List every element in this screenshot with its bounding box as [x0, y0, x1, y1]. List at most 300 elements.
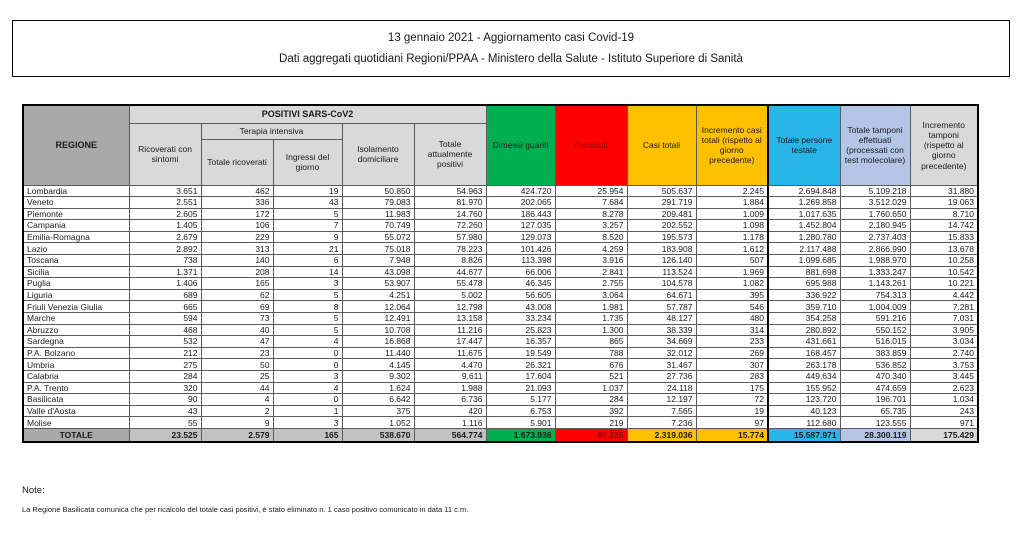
value-cell-terapia-totale-ricoverati: 229 — [201, 231, 273, 243]
value-cell-terapia-ingressi-giorno: 5 — [273, 289, 342, 301]
value-cell-ricoverati-con-sintomi: 2.679 — [129, 231, 201, 243]
value-cell-ricoverati-con-sintomi: 2.551 — [129, 197, 201, 209]
value-cell-totale-attualmente-positivi: 5.002 — [414, 289, 486, 301]
value-cell-dimessi-guariti: 46.345 — [486, 278, 555, 290]
value-cell-casi-totali: 57.787 — [627, 301, 696, 313]
value-cell-incremento-tamponi: 971 — [910, 417, 978, 429]
value-cell-casi-totali: 505.637 — [627, 185, 696, 197]
value-cell-totale-attualmente-positivi: 8.826 — [414, 255, 486, 267]
value-cell-incremento-casi-totali: 233 — [696, 336, 768, 348]
value-cell-terapia-ingressi-giorno: 5 — [273, 313, 342, 325]
value-cell-totale-persone-testate: 449.634 — [768, 371, 840, 383]
value-cell-terapia-ingressi-giorno: 5 — [273, 324, 342, 336]
value-cell-deceduti: 676 — [555, 359, 627, 371]
value-cell-casi-totali: 34.669 — [627, 336, 696, 348]
value-cell-ricoverati-con-sintomi: 689 — [129, 289, 201, 301]
value-cell-incremento-tamponi: 8.710 — [910, 208, 978, 220]
table-row — [23, 313, 978, 325]
value-cell-totale-tamponi-effettuati: 1.143.261 — [840, 278, 910, 290]
value-cell-totale-tamponi-effettuati: 1.333.247 — [840, 266, 910, 278]
header-incremento-tamponi: Incremento tamponi (rispetto al giorno precedente) — [910, 105, 978, 185]
value-cell-incremento-tamponi: 15.833 — [910, 231, 978, 243]
table-row — [23, 208, 978, 220]
value-cell-totale-persone-testate: 1.280.780 — [768, 231, 840, 243]
table-row — [23, 371, 978, 383]
value-cell-totale-persone-testate: 168.457 — [768, 347, 840, 359]
value-cell-deceduti: 2.755 — [555, 278, 627, 290]
value-cell-deceduti: 3.916 — [555, 255, 627, 267]
value-cell-totale-tamponi-effettuati: 1.004.009 — [840, 301, 910, 313]
value-cell-totale-persone-testate: 695.988 — [768, 278, 840, 290]
value-cell-ricoverati-con-sintomi: 43 — [129, 405, 201, 417]
value-cell-terapia-ingressi-giorno: 4 — [273, 382, 342, 394]
value-cell-totale-persone-testate: 1.452.804 — [768, 220, 840, 232]
table-row — [23, 405, 978, 417]
value-cell-terapia-totale-ricoverati: 2.579 — [201, 428, 273, 442]
value-cell-deceduti: 25.954 — [555, 185, 627, 197]
value-cell-incremento-casi-totali: 307 — [696, 359, 768, 371]
note-text: La Regione Basilicata comunica che per ricalcolo del totale casi positivi, è stato eliminato n. 1 caso positivo comunicato in data 11 c.m. — [22, 505, 469, 514]
value-cell-totale-tamponi-effettuati: 1.988.970 — [840, 255, 910, 267]
header-regione: REGIONE — [23, 105, 129, 185]
value-cell-casi-totali: 27.736 — [627, 371, 696, 383]
header-dimessi-guariti: Dimessi guariti — [486, 105, 555, 185]
value-cell-terapia-ingressi-giorno: 19 — [273, 185, 342, 197]
notes-label: Note: — [22, 485, 45, 496]
value-cell-totale-persone-testate: 336.922 — [768, 289, 840, 301]
value-cell-dimessi-guariti: 5.901 — [486, 417, 555, 429]
value-cell-dimessi-guariti: 424.720 — [486, 185, 555, 197]
value-cell-incremento-tamponi: 10.258 — [910, 255, 978, 267]
table-row — [23, 266, 978, 278]
value-cell-incremento-casi-totali: 507 — [696, 255, 768, 267]
value-cell-incremento-tamponi: 3.753 — [910, 359, 978, 371]
value-cell-isolamento-domiciliare: 55.072 — [342, 231, 414, 243]
value-cell-deceduti: 1.037 — [555, 382, 627, 394]
value-cell-totale-tamponi-effettuati: 550.152 — [840, 324, 910, 336]
header-terapia-totale: Totale ricoverati — [201, 139, 273, 185]
value-cell-terapia-totale-ricoverati: 25 — [201, 371, 273, 383]
value-cell-isolamento-domiciliare: 70.749 — [342, 220, 414, 232]
region-name: Sicilia — [23, 266, 129, 278]
value-cell-casi-totali: 32.012 — [627, 347, 696, 359]
table-row — [23, 359, 978, 371]
value-cell-deceduti: 284 — [555, 394, 627, 406]
value-cell-totale-attualmente-positivi: 6.736 — [414, 394, 486, 406]
value-cell-isolamento-domiciliare: 53.907 — [342, 278, 414, 290]
value-cell-incremento-tamponi: 7.031 — [910, 313, 978, 325]
region-name: Liguria — [23, 289, 129, 301]
header-terapia-ingressi: Ingressi del giorno — [273, 139, 342, 185]
value-cell-isolamento-domiciliare: 50.850 — [342, 185, 414, 197]
value-cell-incremento-casi-totali: 1.178 — [696, 231, 768, 243]
value-cell-incremento-casi-totali: 1.612 — [696, 243, 768, 255]
value-cell-totale-persone-testate: 280.892 — [768, 324, 840, 336]
value-cell-terapia-ingressi-giorno: 3 — [273, 371, 342, 383]
value-cell-totale-tamponi-effettuati: 28.300.119 — [840, 428, 910, 442]
value-cell-ricoverati-con-sintomi: 1.405 — [129, 220, 201, 232]
value-cell-incremento-casi-totali: 1.884 — [696, 197, 768, 209]
header-tamponi-effettuati: Totale tamponi effettuati (processati con test molecolare) — [840, 105, 910, 185]
region-name: Lombardia — [23, 185, 129, 197]
value-cell-incremento-tamponi: 4.442 — [910, 289, 978, 301]
value-cell-totale-persone-testate: 431.661 — [768, 336, 840, 348]
value-cell-totale-persone-testate: 881.698 — [768, 266, 840, 278]
value-cell-ricoverati-con-sintomi: 55 — [129, 417, 201, 429]
value-cell-ricoverati-con-sintomi: 1.406 — [129, 278, 201, 290]
value-cell-isolamento-domiciliare: 4.145 — [342, 359, 414, 371]
value-cell-totale-attualmente-positivi: 54.963 — [414, 185, 486, 197]
value-cell-terapia-totale-ricoverati: 165 — [201, 278, 273, 290]
value-cell-terapia-totale-ricoverati: 47 — [201, 336, 273, 348]
value-cell-deceduti: 392 — [555, 405, 627, 417]
value-cell-terapia-ingressi-giorno: 0 — [273, 394, 342, 406]
value-cell-dimessi-guariti: 113.398 — [486, 255, 555, 267]
value-cell-terapia-totale-ricoverati: 462 — [201, 185, 273, 197]
value-cell-totale-persone-testate: 1.017.635 — [768, 208, 840, 220]
value-cell-terapia-ingressi-giorno: 0 — [273, 347, 342, 359]
value-cell-totale-attualmente-positivi: 12.798 — [414, 301, 486, 313]
value-cell-incremento-tamponi: 2.740 — [910, 347, 978, 359]
value-cell-incremento-tamponi: 2.623 — [910, 382, 978, 394]
value-cell-incremento-tamponi: 13.678 — [910, 243, 978, 255]
value-cell-ricoverati-con-sintomi: 468 — [129, 324, 201, 336]
value-cell-deceduti: 7.684 — [555, 197, 627, 209]
table-row — [23, 197, 978, 209]
value-cell-terapia-totale-ricoverati: 62 — [201, 289, 273, 301]
value-cell-terapia-ingressi-giorno: 14 — [273, 266, 342, 278]
value-cell-totale-attualmente-positivi: 78.223 — [414, 243, 486, 255]
value-cell-dimessi-guariti: 25.823 — [486, 324, 555, 336]
value-cell-incremento-tamponi: 14.742 — [910, 220, 978, 232]
value-cell-casi-totali: 209.481 — [627, 208, 696, 220]
table-row — [23, 185, 978, 197]
value-cell-ricoverati-con-sintomi: 532 — [129, 336, 201, 348]
value-cell-casi-totali: 2.319.036 — [627, 428, 696, 442]
region-name: P.A. Bolzano — [23, 347, 129, 359]
value-cell-isolamento-domiciliare: 16.868 — [342, 336, 414, 348]
value-cell-incremento-casi-totali: 97 — [696, 417, 768, 429]
value-cell-totale-tamponi-effettuati: 196.701 — [840, 394, 910, 406]
value-cell-isolamento-domiciliare: 1.052 — [342, 417, 414, 429]
value-cell-terapia-totale-ricoverati: 140 — [201, 255, 273, 267]
table-row — [23, 394, 978, 406]
value-cell-terapia-ingressi-giorno: 21 — [273, 243, 342, 255]
value-cell-ricoverati-con-sintomi: 2.892 — [129, 243, 201, 255]
value-cell-incremento-casi-totali: 546 — [696, 301, 768, 313]
value-cell-dimessi-guariti: 56.605 — [486, 289, 555, 301]
region-name: Emilia-Romagna — [23, 231, 129, 243]
value-cell-casi-totali: 126.140 — [627, 255, 696, 267]
value-cell-casi-totali: 31.467 — [627, 359, 696, 371]
value-cell-totale-persone-testate: 1.269.858 — [768, 197, 840, 209]
value-cell-terapia-totale-ricoverati: 69 — [201, 301, 273, 313]
table-body — [23, 185, 978, 442]
value-cell-incremento-casi-totali: 19 — [696, 405, 768, 417]
value-cell-dimessi-guariti: 21.093 — [486, 382, 555, 394]
value-cell-dimessi-guariti: 5.177 — [486, 394, 555, 406]
region-name: Basilicata — [23, 394, 129, 406]
value-cell-deceduti: 1.735 — [555, 313, 627, 325]
value-cell-casi-totali: 12.197 — [627, 394, 696, 406]
value-cell-ricoverati-con-sintomi: 23.525 — [129, 428, 201, 442]
value-cell-terapia-ingressi-giorno: 7 — [273, 220, 342, 232]
value-cell-isolamento-domiciliare: 12.491 — [342, 313, 414, 325]
value-cell-dimessi-guariti: 43.008 — [486, 301, 555, 313]
value-cell-isolamento-domiciliare: 10.708 — [342, 324, 414, 336]
value-cell-incremento-tamponi: 7.281 — [910, 301, 978, 313]
value-cell-incremento-tamponi: 1.034 — [910, 394, 978, 406]
region-name: Friuli Venezia Giulia — [23, 301, 129, 313]
value-cell-casi-totali: 38.339 — [627, 324, 696, 336]
value-cell-totale-tamponi-effettuati: 1.760.650 — [840, 208, 910, 220]
value-cell-isolamento-domiciliare: 75.018 — [342, 243, 414, 255]
value-cell-casi-totali: 291.719 — [627, 197, 696, 209]
value-cell-deceduti: 8.520 — [555, 231, 627, 243]
value-cell-totale-attualmente-positivi: 14.760 — [414, 208, 486, 220]
value-cell-casi-totali: 202.552 — [627, 220, 696, 232]
value-cell-terapia-totale-ricoverati: 208 — [201, 266, 273, 278]
table-row — [23, 417, 978, 429]
region-name: Lazio — [23, 243, 129, 255]
value-cell-deceduti: 219 — [555, 417, 627, 429]
value-cell-totale-tamponi-effettuati: 516.015 — [840, 336, 910, 348]
value-cell-incremento-tamponi: 3.034 — [910, 336, 978, 348]
value-cell-totale-persone-testate: 40.123 — [768, 405, 840, 417]
value-cell-dimessi-guariti: 16.357 — [486, 336, 555, 348]
value-cell-incremento-tamponi: 10.542 — [910, 266, 978, 278]
table-row — [23, 382, 978, 394]
value-cell-incremento-casi-totali: 175 — [696, 382, 768, 394]
value-cell-incremento-tamponi: 175.429 — [910, 428, 978, 442]
value-cell-dimessi-guariti: 6.753 — [486, 405, 555, 417]
value-cell-incremento-casi-totali: 1.082 — [696, 278, 768, 290]
value-cell-totale-tamponi-effettuati: 5.109.218 — [840, 185, 910, 197]
totale-row — [23, 428, 978, 442]
value-cell-totale-tamponi-effettuati: 754.313 — [840, 289, 910, 301]
value-cell-ricoverati-con-sintomi: 665 — [129, 301, 201, 313]
value-cell-totale-persone-testate: 112.680 — [768, 417, 840, 429]
value-cell-ricoverati-con-sintomi: 320 — [129, 382, 201, 394]
value-cell-casi-totali: 48.127 — [627, 313, 696, 325]
table-row — [23, 243, 978, 255]
value-cell-isolamento-domiciliare: 538.670 — [342, 428, 414, 442]
value-cell-dimessi-guariti: 33.234 — [486, 313, 555, 325]
value-cell-isolamento-domiciliare: 79.083 — [342, 197, 414, 209]
header-ricoverati-sintomi: Ricoverati con sintomi — [129, 123, 201, 185]
value-cell-incremento-tamponi: 10.221 — [910, 278, 978, 290]
value-cell-isolamento-domiciliare: 43.098 — [342, 266, 414, 278]
value-cell-totale-tamponi-effettuati: 2.866.990 — [840, 243, 910, 255]
region-name: Valle d'Aosta — [23, 405, 129, 417]
value-cell-incremento-casi-totali: 314 — [696, 324, 768, 336]
region-name: Veneto — [23, 197, 129, 209]
value-cell-dimessi-guariti: 19.549 — [486, 347, 555, 359]
value-cell-terapia-ingressi-giorno: 1 — [273, 405, 342, 417]
value-cell-totale-attualmente-positivi: 11.216 — [414, 324, 486, 336]
value-cell-dimessi-guariti: 127.035 — [486, 220, 555, 232]
value-cell-casi-totali: 183.908 — [627, 243, 696, 255]
value-cell-deceduti: 1.981 — [555, 301, 627, 313]
value-cell-totale-tamponi-effettuati: 65.735 — [840, 405, 910, 417]
value-cell-ricoverati-con-sintomi: 275 — [129, 359, 201, 371]
header-incremento-casi: Incremento casi totali (rispetto al giorno precedente) — [696, 105, 768, 185]
value-cell-dimessi-guariti: 129.073 — [486, 231, 555, 243]
table-header — [23, 105, 978, 185]
value-cell-isolamento-domiciliare: 11.983 — [342, 208, 414, 220]
value-cell-incremento-tamponi: 3.905 — [910, 324, 978, 336]
value-cell-terapia-totale-ricoverati: 44 — [201, 382, 273, 394]
value-cell-totale-persone-testate: 2.694.848 — [768, 185, 840, 197]
value-cell-casi-totali: 104.578 — [627, 278, 696, 290]
value-cell-totale-attualmente-positivi: 4.470 — [414, 359, 486, 371]
value-cell-terapia-totale-ricoverati: 172 — [201, 208, 273, 220]
value-cell-isolamento-domiciliare: 1.624 — [342, 382, 414, 394]
value-cell-terapia-ingressi-giorno: 43 — [273, 197, 342, 209]
value-cell-totale-attualmente-positivi: 57.980 — [414, 231, 486, 243]
value-cell-totale-tamponi-effettuati: 474.659 — [840, 382, 910, 394]
value-cell-totale-attualmente-positivi: 13.158 — [414, 313, 486, 325]
value-cell-deceduti: 1.300 — [555, 324, 627, 336]
value-cell-incremento-casi-totali: 1.009 — [696, 208, 768, 220]
value-cell-totale-persone-testate: 2.117.488 — [768, 243, 840, 255]
value-cell-incremento-casi-totali: 2.245 — [696, 185, 768, 197]
value-cell-deceduti: 80.326 — [555, 428, 627, 442]
region-name: Toscana — [23, 255, 129, 267]
value-cell-casi-totali: 113.524 — [627, 266, 696, 278]
value-cell-dimessi-guariti: 186.443 — [486, 208, 555, 220]
value-cell-incremento-tamponi: 19.063 — [910, 197, 978, 209]
value-cell-terapia-ingressi-giorno: 3 — [273, 278, 342, 290]
value-cell-isolamento-domiciliare: 375 — [342, 405, 414, 417]
header-attualmente-positivi: Totale attualmente positivi — [414, 123, 486, 185]
value-cell-totale-tamponi-effettuati: 2.180.945 — [840, 220, 910, 232]
value-cell-totale-tamponi-effettuati: 383.859 — [840, 347, 910, 359]
value-cell-ricoverati-con-sintomi: 738 — [129, 255, 201, 267]
value-cell-terapia-totale-ricoverati: 2 — [201, 405, 273, 417]
value-cell-totale-attualmente-positivi: 9.611 — [414, 371, 486, 383]
value-cell-ricoverati-con-sintomi: 212 — [129, 347, 201, 359]
region-name: Sardegna — [23, 336, 129, 348]
value-cell-totale-persone-testate: 263.178 — [768, 359, 840, 371]
region-name: Marche — [23, 313, 129, 325]
value-cell-terapia-ingressi-giorno: 0 — [273, 359, 342, 371]
value-cell-ricoverati-con-sintomi: 284 — [129, 371, 201, 383]
value-cell-totale-tamponi-effettuati: 536.852 — [840, 359, 910, 371]
value-cell-totale-tamponi-effettuati: 470.340 — [840, 371, 910, 383]
value-cell-incremento-tamponi: 31.880 — [910, 185, 978, 197]
value-cell-totale-persone-testate: 155.952 — [768, 382, 840, 394]
value-cell-totale-persone-testate: 1.099.685 — [768, 255, 840, 267]
value-cell-totale-attualmente-positivi: 564.774 — [414, 428, 486, 442]
report-date-line: 13 gennaio 2021 - Aggiornamento casi Covid-19 — [387, 32, 635, 44]
value-cell-terapia-totale-ricoverati: 4 — [201, 394, 273, 406]
covid-table — [22, 104, 979, 443]
value-cell-totale-attualmente-positivi: 81.970 — [414, 197, 486, 209]
title-box — [12, 20, 1010, 77]
table-row — [23, 255, 978, 267]
value-cell-totale-attualmente-positivi: 1.988 — [414, 382, 486, 394]
table-row — [23, 231, 978, 243]
value-cell-dimessi-guariti: 202.065 — [486, 197, 555, 209]
value-cell-dimessi-guariti: 66.006 — [486, 266, 555, 278]
value-cell-totale-persone-testate: 15.587.971 — [768, 428, 840, 442]
value-cell-totale-attualmente-positivi: 420 — [414, 405, 486, 417]
value-cell-ricoverati-con-sintomi: 1.371 — [129, 266, 201, 278]
value-cell-totale-persone-testate: 359.710 — [768, 301, 840, 313]
value-cell-casi-totali: 195.573 — [627, 231, 696, 243]
value-cell-incremento-casi-totali: 1.098 — [696, 220, 768, 232]
value-cell-totale-attualmente-positivi: 1.116 — [414, 417, 486, 429]
value-cell-isolamento-domiciliare: 11.440 — [342, 347, 414, 359]
value-cell-terapia-ingressi-giorno: 9 — [273, 231, 342, 243]
value-cell-totale-attualmente-positivi: 11.675 — [414, 347, 486, 359]
value-cell-deceduti: 4.259 — [555, 243, 627, 255]
table-row — [23, 324, 978, 336]
value-cell-totale-persone-testate: 123.720 — [768, 394, 840, 406]
value-cell-incremento-casi-totali: 72 — [696, 394, 768, 406]
value-cell-incremento-casi-totali: 480 — [696, 313, 768, 325]
value-cell-totale-persone-testate: 354.258 — [768, 313, 840, 325]
value-cell-incremento-casi-totali: 283 — [696, 371, 768, 383]
value-cell-terapia-totale-ricoverati: 336 — [201, 197, 273, 209]
table-row — [23, 301, 978, 313]
value-cell-isolamento-domiciliare: 9.302 — [342, 371, 414, 383]
value-cell-casi-totali: 7.236 — [627, 417, 696, 429]
value-cell-isolamento-domiciliare: 7.948 — [342, 255, 414, 267]
report-source-line: Dati aggregati quotidiani Regioni/PPAA - Ministero della Salute - Istituto Superiore di Sanità — [279, 53, 743, 65]
value-cell-dimessi-guariti: 17.604 — [486, 371, 555, 383]
value-cell-deceduti: 2.841 — [555, 266, 627, 278]
value-cell-dimessi-guariti: 1.673.936 — [486, 428, 555, 442]
header-casi-totali: Casi totali — [627, 105, 696, 185]
header-positivi-group: POSITIVI SARS-CoV2 — [129, 105, 486, 123]
value-cell-terapia-ingressi-giorno: 8 — [273, 301, 342, 313]
value-cell-terapia-ingressi-giorno: 5 — [273, 208, 342, 220]
totale-label: TOTALE — [23, 428, 129, 442]
value-cell-deceduti: 788 — [555, 347, 627, 359]
value-cell-dimessi-guariti: 101.426 — [486, 243, 555, 255]
value-cell-terapia-ingressi-giorno: 3 — [273, 417, 342, 429]
value-cell-isolamento-domiciliare: 4.251 — [342, 289, 414, 301]
value-cell-ricoverati-con-sintomi: 3.651 — [129, 185, 201, 197]
value-cell-deceduti: 8.278 — [555, 208, 627, 220]
region-name: Puglia — [23, 278, 129, 290]
value-cell-terapia-ingressi-giorno: 4 — [273, 336, 342, 348]
region-name: Umbria — [23, 359, 129, 371]
table-row — [23, 278, 978, 290]
value-cell-terapia-totale-ricoverati: 9 — [201, 417, 273, 429]
value-cell-totale-attualmente-positivi: 17.447 — [414, 336, 486, 348]
value-cell-ricoverati-con-sintomi: 594 — [129, 313, 201, 325]
table-row — [23, 347, 978, 359]
value-cell-terapia-totale-ricoverati: 106 — [201, 220, 273, 232]
header-deceduti: Deceduti — [555, 105, 627, 185]
value-cell-totale-tamponi-effettuati: 2.737.403 — [840, 231, 910, 243]
table-row — [23, 336, 978, 348]
value-cell-terapia-totale-ricoverati: 50 — [201, 359, 273, 371]
value-cell-terapia-totale-ricoverati: 23 — [201, 347, 273, 359]
value-cell-terapia-totale-ricoverati: 40 — [201, 324, 273, 336]
value-cell-ricoverati-con-sintomi: 2.605 — [129, 208, 201, 220]
table-row — [23, 289, 978, 301]
value-cell-incremento-tamponi: 243 — [910, 405, 978, 417]
value-cell-casi-totali: 24.118 — [627, 382, 696, 394]
value-cell-totale-tamponi-effettuati: 123.555 — [840, 417, 910, 429]
value-cell-isolamento-domiciliare: 6.642 — [342, 394, 414, 406]
value-cell-incremento-casi-totali: 15.774 — [696, 428, 768, 442]
value-cell-ricoverati-con-sintomi: 90 — [129, 394, 201, 406]
